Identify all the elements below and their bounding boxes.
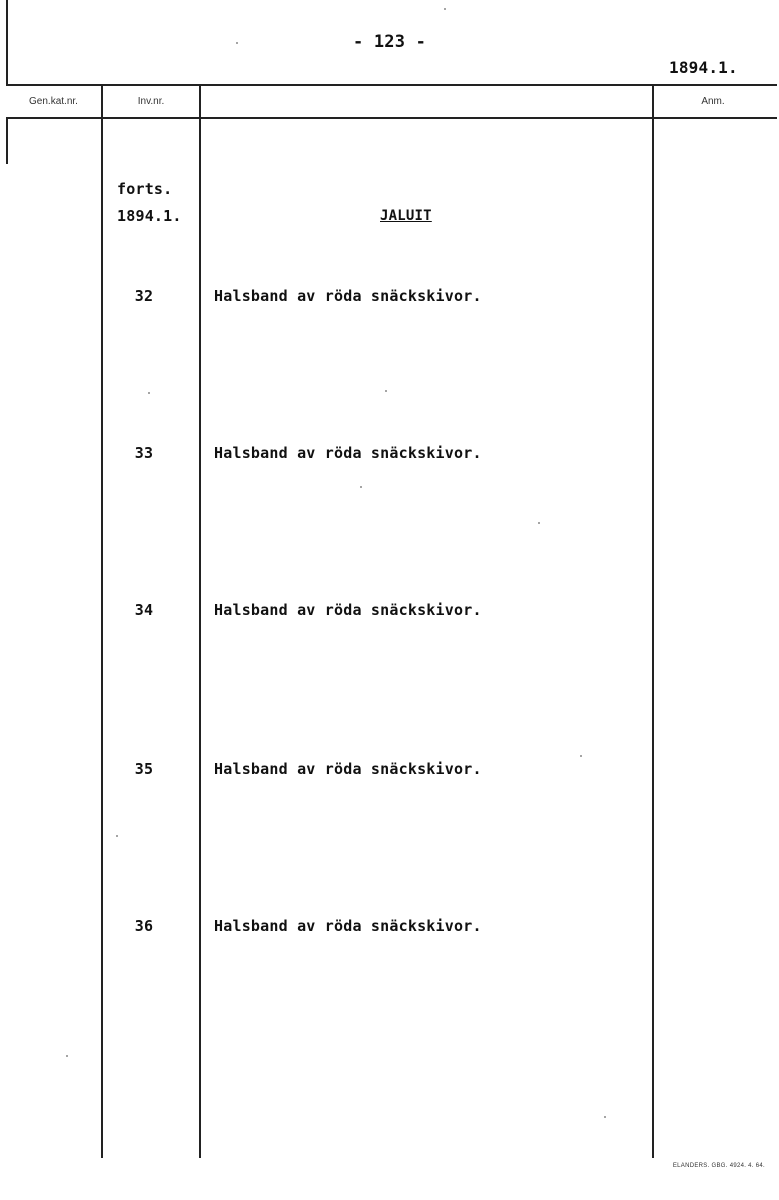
column-header-anm: Anm. [701,96,725,107]
column-divider-gen-inv [101,84,103,1158]
scan-speck [148,392,150,394]
entry-description: Halsband av röda snäckskivor. [214,601,482,619]
scan-speck [444,8,446,10]
scan-speck [236,42,238,44]
entry-inv-number: 35 [134,760,154,778]
scan-speck [360,486,362,488]
column-divider-desc-anm [652,84,654,1158]
page-number: - 123 - [352,32,427,52]
scan-speck [66,1055,68,1057]
scan-speck [580,755,582,757]
column-divider-inv-desc [199,84,201,1158]
entry-inv-number: 36 [134,917,154,935]
entry-inv-number: 32 [134,287,154,305]
scan-speck [538,522,540,524]
column-header-inv: Inv.nr. [137,96,165,107]
entry-inv-number: 33 [134,444,154,462]
left-border-top [6,0,8,84]
section-heading: JALUIT [380,208,432,224]
scan-speck [604,1116,606,1118]
left-border-mark [6,118,8,164]
entry-description: Halsband av röda snäckskivor. [214,287,482,305]
entry-description: Halsband av röda snäckskivor. [214,917,482,935]
scan-speck [385,390,387,392]
year-reference: 1894.1. [669,58,738,77]
printer-mark: ELANDERS. GBG. 4924. 4. 64. [672,1163,765,1169]
column-header-gen-kat: Gen.kat.nr. [29,96,78,107]
continuation-year: 1894.1. [117,207,182,225]
entry-description: Halsband av röda snäckskivor. [214,760,482,778]
header-top-rule [6,84,777,86]
entry-inv-number: 34 [134,601,154,619]
header-bottom-rule [6,117,777,119]
entry-description: Halsband av röda snäckskivor. [214,444,482,462]
continuation-label: forts. [117,180,173,198]
scan-speck [116,835,118,837]
